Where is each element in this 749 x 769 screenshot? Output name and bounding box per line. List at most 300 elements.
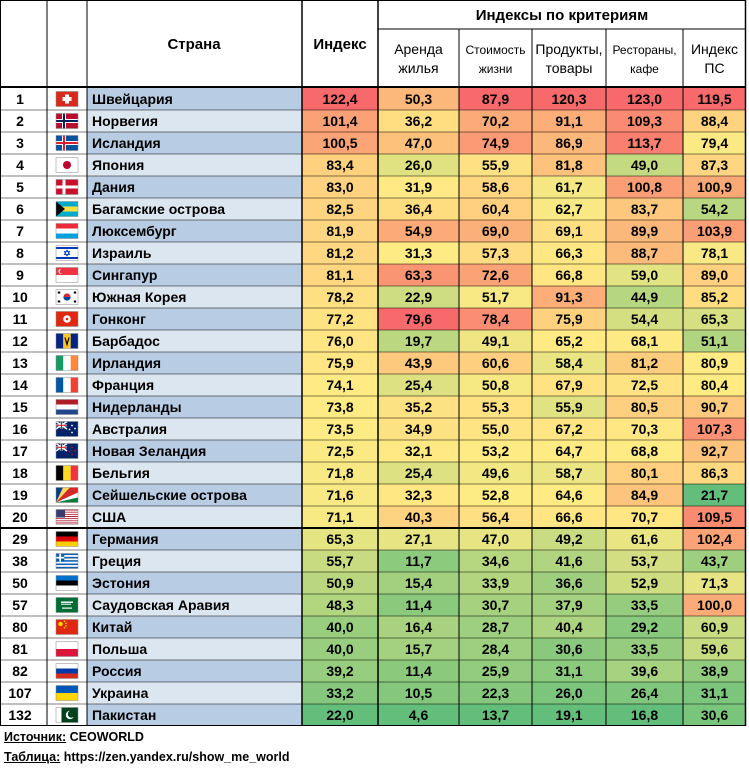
value-label: 109,3 bbox=[626, 113, 663, 129]
source-value: CEOWORLD bbox=[69, 730, 144, 744]
rank-label: 1 bbox=[16, 91, 24, 107]
table-row bbox=[0, 374, 746, 396]
value-label: 66,3 bbox=[555, 245, 583, 261]
hong-kong-flag-icon bbox=[56, 312, 78, 327]
country-label: Ирландия bbox=[92, 355, 162, 371]
country-label: Австралия bbox=[92, 421, 168, 437]
value-label: 70,2 bbox=[481, 113, 510, 129]
france-flag-icon bbox=[56, 378, 78, 393]
rank-label: 29 bbox=[12, 531, 28, 547]
value-label: 102,4 bbox=[696, 531, 733, 547]
value-label: 61,6 bbox=[630, 531, 659, 547]
value-label: 91,1 bbox=[555, 113, 583, 129]
country-label: Сейшельские острова bbox=[92, 487, 247, 503]
rank-label: 10 bbox=[12, 289, 28, 305]
value-label: 50,9 bbox=[326, 575, 354, 591]
value-label: 31,3 bbox=[404, 245, 433, 261]
value-label: 54,4 bbox=[630, 311, 659, 327]
value-label: 40,3 bbox=[404, 509, 433, 525]
value-label: 31,9 bbox=[404, 179, 433, 195]
value-label: 87,3 bbox=[700, 157, 729, 173]
value-label: 80,5 bbox=[630, 399, 659, 415]
rank-label: 17 bbox=[12, 443, 28, 459]
country-label: Германия bbox=[92, 531, 159, 547]
south-korea-flag-icon bbox=[56, 290, 78, 305]
table-row bbox=[0, 264, 746, 286]
value-label: 84,9 bbox=[630, 487, 659, 503]
barbados-flag-icon bbox=[56, 334, 78, 349]
table-row bbox=[0, 352, 746, 374]
value-label: 33,5 bbox=[630, 641, 659, 657]
table-row bbox=[0, 462, 746, 484]
table-row bbox=[0, 484, 746, 506]
value-label: 68,8 bbox=[630, 443, 659, 459]
value-label: 75,9 bbox=[555, 311, 583, 327]
value-label: 15,4 bbox=[404, 575, 433, 591]
table-link-line bbox=[4, 747, 744, 767]
country-label: США bbox=[92, 509, 127, 525]
header-country: Страна bbox=[167, 36, 221, 53]
value-label: 71,8 bbox=[326, 465, 354, 481]
value-label: 28,7 bbox=[481, 619, 510, 635]
country-label: Люксембург bbox=[92, 223, 177, 239]
table-row bbox=[0, 506, 746, 528]
value-label: 80,9 bbox=[700, 355, 729, 371]
value-label: 75,9 bbox=[326, 355, 354, 371]
country-label: Исландия bbox=[92, 135, 161, 151]
value-label: 69,1 bbox=[555, 223, 583, 239]
table-row bbox=[0, 660, 746, 682]
rank-label: 6 bbox=[16, 201, 24, 217]
value-label: 11,4 bbox=[405, 663, 432, 679]
value-label: 58,7 bbox=[555, 465, 583, 481]
value-label: 50,8 bbox=[481, 377, 510, 393]
value-label: 49,0 bbox=[630, 157, 659, 173]
value-label: 50,3 bbox=[404, 91, 433, 107]
rank-label: 5 bbox=[16, 179, 24, 195]
rank-label: 38 bbox=[12, 553, 28, 569]
norway-flag-icon bbox=[56, 114, 78, 129]
value-label: 27,1 bbox=[404, 531, 433, 547]
luxembourg-flag-icon bbox=[56, 224, 78, 239]
table-row bbox=[0, 220, 746, 242]
value-label: 89,9 bbox=[630, 223, 659, 239]
table-row bbox=[0, 132, 746, 154]
table-link[interactable]: https://zen.yandex.ru/show_me_world bbox=[63, 750, 290, 764]
table-row bbox=[0, 638, 746, 660]
table-row bbox=[0, 286, 746, 308]
value-label: 26,0 bbox=[555, 685, 583, 701]
value-label: 53,2 bbox=[481, 443, 510, 459]
value-label: 38,9 bbox=[700, 663, 729, 679]
country-label: Китай bbox=[92, 619, 133, 635]
value-label: 39,6 bbox=[630, 663, 659, 679]
pakistan-flag-icon bbox=[56, 708, 78, 723]
value-label: 52,8 bbox=[481, 487, 510, 503]
value-label: 43,7 bbox=[700, 553, 729, 569]
value-label: 60,4 bbox=[481, 201, 510, 217]
header-sub-2-line-1: Стоимость bbox=[465, 43, 526, 57]
rank-label: 50 bbox=[12, 575, 28, 591]
value-label: 49,1 bbox=[481, 333, 510, 349]
value-label: 40,0 bbox=[326, 641, 354, 657]
value-label: 86,9 bbox=[555, 135, 583, 151]
value-label: 81,2 bbox=[630, 355, 659, 371]
country-label: Новая Зеландия bbox=[92, 443, 207, 459]
value-label: 40,4 bbox=[555, 619, 583, 635]
country-label: Багамские острова bbox=[92, 201, 226, 217]
value-label: 87,9 bbox=[481, 91, 510, 107]
value-label: 63,3 bbox=[404, 267, 433, 283]
value-label: 62,7 bbox=[555, 201, 583, 217]
table-row bbox=[0, 242, 746, 264]
value-label: 41,6 bbox=[555, 553, 583, 569]
table-row bbox=[0, 308, 746, 330]
value-label: 65,3 bbox=[326, 531, 354, 547]
seychelles-flag-icon bbox=[56, 488, 78, 503]
country-label: Норвегия bbox=[92, 113, 159, 129]
country-label: Израиль bbox=[92, 245, 152, 261]
rank-label: 3 bbox=[16, 135, 24, 151]
country-label: Япония bbox=[92, 157, 145, 173]
value-label: 65,2 bbox=[555, 333, 583, 349]
value-label: 58,4 bbox=[555, 355, 583, 371]
table-label: Таблица: bbox=[4, 750, 61, 764]
value-label: 61,7 bbox=[555, 179, 583, 195]
value-label: 66,8 bbox=[555, 267, 583, 283]
country-label: Барбадос bbox=[92, 333, 160, 349]
value-label: 88,4 bbox=[700, 113, 729, 129]
value-label: 81,9 bbox=[326, 223, 354, 239]
table-row bbox=[0, 440, 746, 462]
rank-label: 20 bbox=[12, 509, 28, 525]
value-label: 10,5 bbox=[404, 685, 433, 701]
value-label: 30,7 bbox=[481, 597, 510, 613]
value-label: 65,3 bbox=[700, 311, 729, 327]
value-label: 25,9 bbox=[481, 663, 510, 679]
header-index: Индекс bbox=[313, 36, 367, 53]
header-sub-4-line-2: кафе bbox=[630, 62, 659, 76]
rank-label: 13 bbox=[12, 355, 28, 371]
table-header bbox=[0, 0, 746, 87]
country-label: Бельгия bbox=[92, 465, 150, 481]
value-label: 60,9 bbox=[700, 619, 729, 635]
russia-flag-icon bbox=[56, 664, 78, 679]
value-label: 72,5 bbox=[630, 377, 659, 393]
value-label: 73,5 bbox=[326, 421, 354, 437]
value-label: 83,7 bbox=[630, 201, 659, 217]
value-label: 21,7 bbox=[700, 487, 729, 503]
rank-label: 107 bbox=[8, 685, 32, 701]
value-label: 74,9 bbox=[481, 135, 510, 151]
switzerland-flag-icon bbox=[56, 92, 78, 107]
rank-label: 8 bbox=[16, 245, 24, 261]
value-label: 77,2 bbox=[326, 311, 354, 327]
value-label: 44,9 bbox=[630, 289, 659, 305]
value-label: 71,1 bbox=[326, 509, 354, 525]
value-label: 80,4 bbox=[700, 377, 729, 393]
value-label: 100,8 bbox=[626, 179, 663, 195]
china-flag-icon bbox=[56, 620, 78, 635]
value-label: 39,2 bbox=[326, 663, 354, 679]
value-label: 29,2 bbox=[630, 619, 659, 635]
table-row bbox=[0, 396, 746, 418]
value-label: 100,0 bbox=[696, 597, 733, 613]
value-label: 91,3 bbox=[555, 289, 583, 305]
value-label: 119,5 bbox=[697, 91, 732, 107]
value-label: 52,9 bbox=[630, 575, 659, 591]
value-label: 100,9 bbox=[696, 179, 733, 195]
value-label: 55,0 bbox=[481, 421, 510, 437]
value-label: 72,6 bbox=[481, 267, 510, 283]
value-label: 33,2 bbox=[326, 685, 354, 701]
table-row bbox=[0, 198, 746, 220]
rank-label: 16 bbox=[12, 421, 28, 437]
value-label: 83,0 bbox=[326, 179, 354, 195]
country-label: Россия bbox=[92, 663, 142, 679]
value-label: 55,7 bbox=[326, 553, 354, 569]
table-row bbox=[0, 88, 746, 110]
value-label: 49,2 bbox=[555, 531, 583, 547]
singapore-flag-icon bbox=[56, 268, 78, 283]
value-label: 26,4 bbox=[630, 685, 659, 701]
value-label: 76,0 bbox=[326, 333, 354, 349]
rank-label: 4 bbox=[16, 157, 24, 173]
table-row bbox=[0, 110, 746, 132]
table-row bbox=[0, 528, 746, 550]
value-label: 55,3 bbox=[481, 399, 510, 415]
value-label: 36,2 bbox=[404, 113, 433, 129]
rank-label: 12 bbox=[12, 333, 28, 349]
table-row bbox=[0, 154, 746, 176]
value-label: 107,3 bbox=[696, 421, 733, 437]
rank-label: 80 bbox=[12, 619, 28, 635]
value-label: 86,3 bbox=[700, 465, 729, 481]
rank-label: 57 bbox=[12, 597, 28, 613]
new-zealand-flag-icon bbox=[56, 444, 78, 459]
japan-flag-icon bbox=[56, 158, 78, 173]
value-label: 28,4 bbox=[481, 641, 510, 657]
usa-flag-icon bbox=[56, 510, 78, 525]
value-label: 78,1 bbox=[700, 245, 729, 261]
value-label: 70,7 bbox=[630, 509, 659, 525]
table-row bbox=[0, 704, 746, 726]
value-label: 37,9 bbox=[555, 597, 583, 613]
value-label: 79,6 bbox=[404, 311, 433, 327]
table-row bbox=[0, 616, 746, 638]
value-label: 89,0 bbox=[700, 267, 729, 283]
ireland-flag-icon bbox=[56, 356, 78, 371]
poland-flag-icon bbox=[56, 642, 78, 657]
value-label: 109,5 bbox=[696, 509, 733, 525]
ukraine-flag-icon bbox=[56, 686, 78, 701]
value-label: 113,7 bbox=[627, 135, 662, 151]
country-label: Пакистан bbox=[92, 707, 157, 723]
table-row bbox=[0, 550, 746, 572]
value-label: 16,8 bbox=[630, 707, 659, 723]
value-label: 66,6 bbox=[555, 509, 583, 525]
value-label: 59,6 bbox=[700, 641, 729, 657]
table-row bbox=[0, 330, 746, 352]
value-label: 43,9 bbox=[404, 355, 433, 371]
germany-flag-icon bbox=[56, 532, 78, 547]
source-label: Источник: bbox=[4, 730, 67, 744]
country-label: Нидерланды bbox=[92, 399, 182, 415]
rank-label: 14 bbox=[12, 377, 28, 393]
rank-label: 82 bbox=[12, 663, 28, 679]
country-label: Дания bbox=[92, 179, 135, 195]
value-label: 57,3 bbox=[481, 245, 510, 261]
country-label: Саудовская Аравия bbox=[92, 597, 230, 613]
value-label: 22,0 bbox=[326, 707, 354, 723]
value-label: 74,1 bbox=[326, 377, 354, 393]
country-label: Сингапур bbox=[92, 267, 158, 283]
value-label: 64,7 bbox=[555, 443, 583, 459]
value-label: 54,9 bbox=[404, 223, 433, 239]
value-label: 120,3 bbox=[551, 91, 587, 107]
value-label: 60,6 bbox=[481, 355, 510, 371]
rank-label: 81 bbox=[12, 641, 28, 657]
value-label: 69,0 bbox=[481, 223, 510, 239]
value-label: 26,0 bbox=[404, 157, 433, 173]
country-label: Украина bbox=[92, 685, 149, 701]
value-label: 25,4 bbox=[404, 377, 433, 393]
value-label: 34,6 bbox=[481, 553, 510, 569]
iceland-flag-icon bbox=[56, 136, 78, 151]
value-label: 49,6 bbox=[481, 465, 510, 481]
netherlands-flag-icon bbox=[56, 400, 78, 415]
value-label: 85,2 bbox=[700, 289, 729, 305]
value-label: 88,7 bbox=[630, 245, 659, 261]
table-footer bbox=[4, 727, 744, 767]
rank-label: 2 bbox=[16, 113, 24, 129]
value-label: 54,2 bbox=[700, 201, 729, 217]
value-label: 15,7 bbox=[404, 641, 433, 657]
value-label: 13,7 bbox=[481, 707, 510, 723]
value-label: 78,2 bbox=[326, 289, 354, 305]
table-row bbox=[0, 418, 746, 440]
header-sub-4-line-1: Рестораны, bbox=[612, 43, 677, 57]
saudi-arabia-flag-icon bbox=[56, 598, 78, 613]
denmark-flag-icon bbox=[56, 180, 78, 195]
value-label: 123,0 bbox=[626, 91, 663, 107]
value-label: 55,9 bbox=[481, 157, 510, 173]
header-criteria-group: Индексы по критериям bbox=[475, 7, 649, 24]
rank-label: 18 bbox=[12, 465, 28, 481]
value-label: 82,5 bbox=[326, 201, 354, 217]
value-label: 79,4 bbox=[700, 135, 729, 151]
country-label: Греция bbox=[92, 553, 142, 569]
header-sub-1-line-1: Аренда bbox=[394, 41, 443, 57]
value-label: 122,4 bbox=[322, 91, 358, 107]
value-label: 36,4 bbox=[404, 201, 433, 217]
value-label: 19,7 bbox=[404, 333, 433, 349]
value-label: 11,7 bbox=[405, 553, 432, 569]
rank-label: 132 bbox=[8, 707, 32, 723]
estonia-flag-icon bbox=[56, 576, 78, 591]
value-label: 19,1 bbox=[555, 707, 583, 723]
rank-label: 9 bbox=[16, 267, 24, 283]
rank-label: 7 bbox=[16, 223, 24, 239]
value-label: 56,4 bbox=[481, 509, 510, 525]
bahamas-flag-icon bbox=[56, 202, 78, 217]
value-label: 81,1 bbox=[326, 267, 354, 283]
value-label: 32,1 bbox=[404, 443, 433, 459]
value-label: 4,6 bbox=[408, 707, 429, 723]
country-label: Польша bbox=[92, 641, 148, 657]
value-label: 16,4 bbox=[404, 619, 433, 635]
value-label: 70,3 bbox=[630, 421, 659, 437]
value-label: 31,1 bbox=[555, 663, 583, 679]
rank-label: 19 bbox=[12, 487, 28, 503]
value-label: 53,7 bbox=[630, 553, 659, 569]
value-label: 90,7 bbox=[700, 399, 729, 415]
greece-flag-icon bbox=[56, 554, 78, 569]
value-label: 81,2 bbox=[326, 245, 354, 261]
value-label: 72,5 bbox=[326, 443, 354, 459]
value-label: 103,9 bbox=[696, 223, 733, 239]
table-row bbox=[0, 176, 746, 198]
header-sub-3-line-1: Продукты, bbox=[535, 41, 603, 57]
value-label: 33,9 bbox=[481, 575, 510, 591]
table-row bbox=[0, 572, 746, 594]
value-label: 67,2 bbox=[555, 421, 583, 437]
value-label: 71,3 bbox=[700, 575, 729, 591]
value-label: 59,0 bbox=[630, 267, 659, 283]
value-label: 11,4 bbox=[405, 597, 432, 613]
australia-flag-icon bbox=[56, 422, 78, 437]
value-label: 68,1 bbox=[630, 333, 659, 349]
value-label: 36,6 bbox=[555, 575, 583, 591]
value-label: 48,3 bbox=[326, 597, 354, 613]
value-label: 22,9 bbox=[404, 289, 433, 305]
value-label: 47,0 bbox=[481, 531, 510, 547]
value-label: 22,3 bbox=[481, 685, 510, 701]
value-label: 35,2 bbox=[404, 399, 433, 415]
value-label: 64,6 bbox=[555, 487, 583, 503]
value-label: 40,0 bbox=[326, 619, 354, 635]
belgium-flag-icon bbox=[56, 466, 78, 481]
value-label: 30,6 bbox=[700, 707, 729, 723]
value-label: 34,9 bbox=[404, 421, 433, 437]
value-label: 83,4 bbox=[326, 157, 354, 173]
country-label: Южная Корея bbox=[92, 289, 187, 305]
header-sub-5-line-1: Индекс bbox=[690, 41, 739, 57]
table-row bbox=[0, 682, 746, 704]
country-label: Гонконг bbox=[92, 311, 146, 327]
value-label: 92,7 bbox=[700, 443, 729, 459]
value-label: 100,5 bbox=[322, 135, 358, 151]
header-sub-3-line-2: товары bbox=[545, 60, 593, 76]
value-label: 71,6 bbox=[326, 487, 354, 503]
header-sub-2-line-2: жизни bbox=[478, 62, 513, 76]
value-label: 81,8 bbox=[555, 157, 583, 173]
rank-label: 15 bbox=[12, 399, 28, 415]
value-label: 31,1 bbox=[700, 685, 729, 701]
value-label: 101,4 bbox=[322, 113, 358, 129]
country-label: Эстония bbox=[92, 575, 151, 591]
value-label: 32,3 bbox=[404, 487, 433, 503]
country-label: Швейцария bbox=[92, 91, 173, 107]
value-label: 51,1 bbox=[700, 333, 729, 349]
header-sub-5-line-2: ПС bbox=[704, 60, 725, 76]
value-label: 47,0 bbox=[404, 135, 433, 151]
header-sub-1-line-2: жилья bbox=[398, 60, 439, 76]
source-line bbox=[4, 727, 744, 747]
value-label: 25,4 bbox=[404, 465, 433, 481]
value-label: 55,9 bbox=[555, 399, 583, 415]
value-label: 51,7 bbox=[481, 289, 510, 305]
